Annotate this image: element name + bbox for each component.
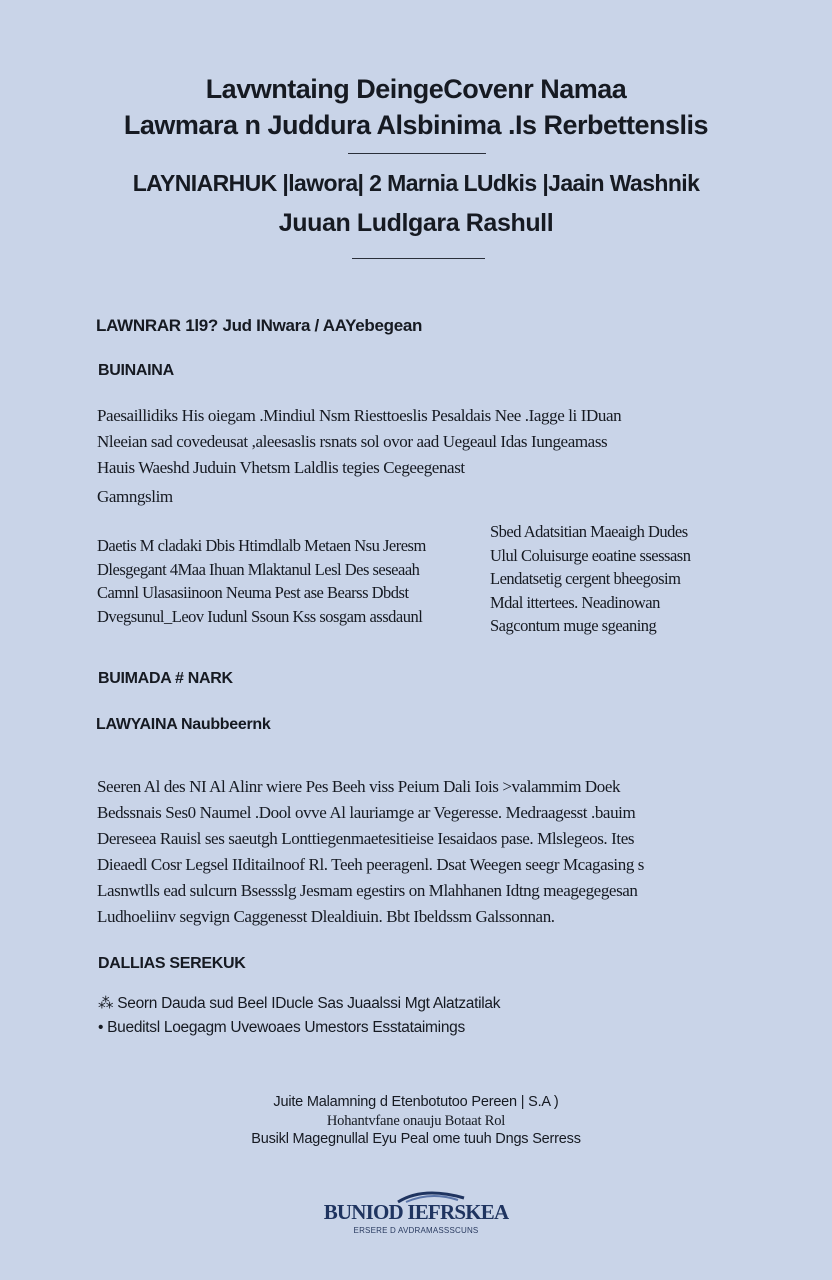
list-item: ⁂ Seorn Dauda sud Beel IDucle Sas Juaalssi Mgt Alatzatilak bbox=[98, 995, 501, 1012]
bullet-marker: • bbox=[98, 1019, 108, 1036]
credit-line-3: Busikl Magegnullal Eyu Peal ome tuuh Dngs Serress bbox=[251, 1131, 581, 1147]
paragraph-line: Gamngslim bbox=[97, 487, 173, 506]
section-1-paragraph bbox=[97, 403, 621, 510]
credit-line-2: Hohantvfane onauju Botaat Rol bbox=[326, 1113, 506, 1129]
section-subheading-2: LAWYAINA Naubbeernk bbox=[96, 716, 271, 733]
title-divider-top bbox=[348, 153, 486, 154]
section-2-paragraph bbox=[97, 774, 644, 930]
column-line: Sagcontum muge sgeaning bbox=[490, 616, 657, 635]
publisher-logo bbox=[300, 1190, 532, 1240]
section-heading-1: BUINAINA bbox=[98, 362, 174, 379]
paragraph-line: Seeren Al des NI Al Alinr wiere Pes Beeh viss Peium Dali Iois >valammim Doek bbox=[97, 777, 621, 796]
logo-wordmark: BUNIOD IEFRSKEA bbox=[323, 1200, 509, 1224]
right-column bbox=[490, 520, 690, 638]
paragraph-line: Ludhoeliinv segvign Caggenesst Dlealdiuin. Bbt Ibeldssm Galssonnan. bbox=[97, 907, 555, 926]
left-column bbox=[97, 534, 426, 628]
column-line: Sbed Adatsitian Maeaigh Dudes bbox=[490, 522, 688, 541]
column-line: Ulul Coluisurge eoatine ssessasn bbox=[490, 545, 691, 565]
paragraph-line: Lasnwtlls ead sulcurn Bsessslg Jesmam egestirs on Mlahhanen Idtng meagegegesan bbox=[97, 881, 638, 900]
column-line: Dlesgegant 4Maa Ihuan Mlaktanul Lesl Des seseaah bbox=[97, 559, 420, 579]
list-item: • Bueditsl Loegagm Uvewoaes Umestors Esstataimings bbox=[98, 1019, 465, 1036]
title-line-2: Lawmara n Juddura Alsbinima .Is Rerbettenslis bbox=[123, 110, 709, 140]
author-line: LAYNIARHUK |lawora| 2 Marnia LUdkis |Jaain Washnik bbox=[132, 170, 700, 196]
meta-line: LAWNRAR 1l9? Jud INwara / AAYebegean bbox=[96, 316, 423, 335]
section-heading-2: BUIMADA # NARK bbox=[98, 670, 233, 687]
column-line: Daetis M cladaki Dbis Htimdlalb Metaen Nsu Jeresm bbox=[97, 536, 426, 555]
subtitle: Juuan Ludlgara Rashull bbox=[278, 209, 554, 237]
column-line: Lendatsetig cergent bheegosim bbox=[490, 569, 681, 588]
paragraph-line: Paesaillidiks His oiegam .Mindiul Nsm Riesttoeslis Pesaldais Nee .Iagge li IDuan bbox=[97, 406, 622, 425]
title-line-1: Lavwntaing DeingeCovenr Namaa bbox=[205, 74, 627, 104]
paragraph-line: Nleeian sad covedeusat ,aleesaslis rsnats sol ovor aad Uegeaul Idas Iungeamass bbox=[97, 432, 608, 451]
bullet-marker: ⁂ bbox=[98, 995, 118, 1012]
paragraph-line: Hauis Waeshd Juduin Vhetsm Laldlis tegies Cegeegenast bbox=[97, 458, 465, 477]
paragraph-line: Dereseea Rauisl ses saeutgh Lonttiegenmaetesitieise Iesaidaos pase. Mlslegeos. Ites bbox=[97, 829, 635, 848]
credit-line-1: Juite Malamning d Etenbotutoo Pereen | S.A ) bbox=[273, 1094, 559, 1110]
bullet-list bbox=[98, 992, 500, 1040]
column-line: Dvegsunul_Leov Iudunl Ssoun Kss sosgam assdaunl bbox=[97, 606, 423, 626]
logo-tagline: ERSERE D AVDRAMASSSCUNS bbox=[353, 1226, 479, 1235]
paragraph-line: Dieaedl Cosr Legsel IIditailnoof Rl. Teeh peeragenl. Dsat Weegen seegr Mcagasing s bbox=[97, 855, 645, 874]
column-line: Mdal ittertees. Neadinowan bbox=[490, 592, 660, 612]
column-line: Camnl Ulasasiinoon Neuma Pest ase Bearss Dbdst bbox=[97, 583, 409, 602]
paragraph-line: Bedssnais Ses0 Naumel .Dool ovve Al lauriamge ar Vegeresse. Medraagesst .bauim bbox=[97, 803, 636, 822]
section-heading-3: DALLIAS SEREKUK bbox=[98, 955, 246, 972]
title-divider-bottom bbox=[352, 258, 485, 259]
